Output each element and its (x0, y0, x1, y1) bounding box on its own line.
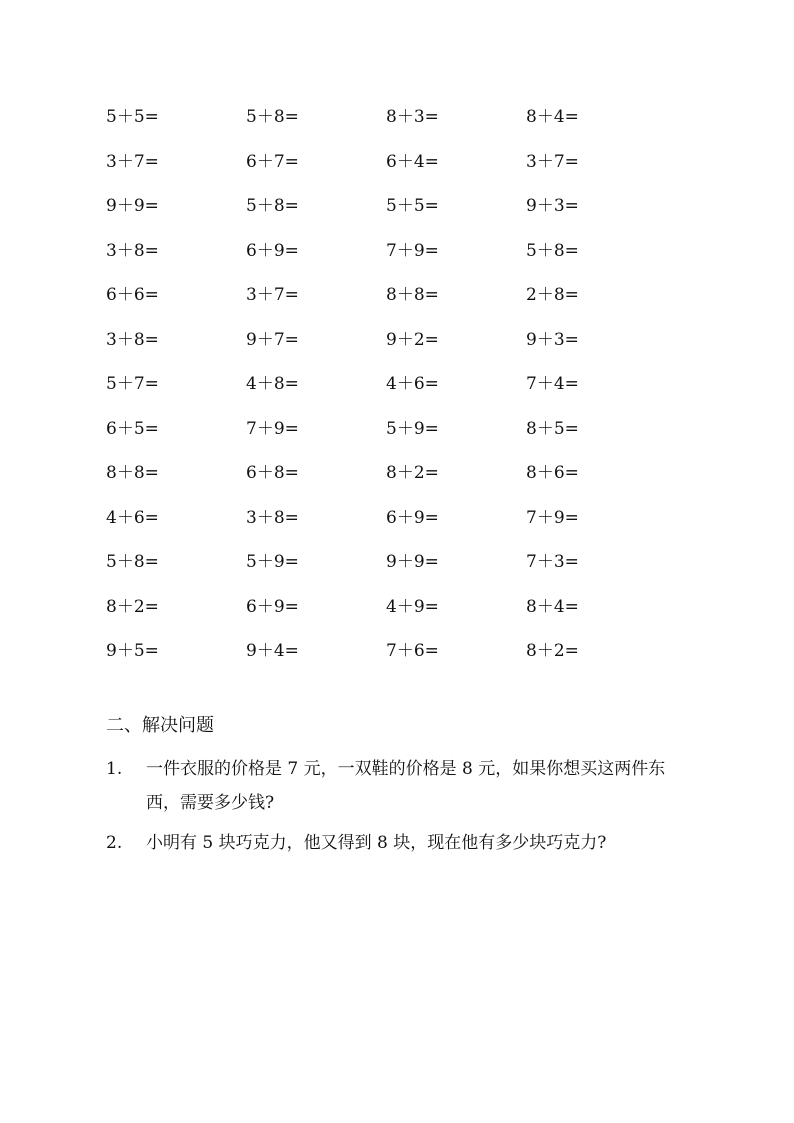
addition-problem: 5＋5= (386, 196, 439, 216)
addition-problem: 6＋4= (386, 151, 439, 172)
addition-problem: 9＋3= (526, 196, 579, 216)
addition-problem: 7＋4= (526, 374, 579, 394)
addition-problem: 8＋8= (106, 463, 159, 483)
grid-row (106, 149, 666, 194)
addition-problem: 6＋9= (386, 507, 439, 528)
addition-problem: 8＋2= (526, 641, 579, 661)
grid-row (106, 238, 666, 283)
word-problem (106, 752, 726, 820)
addition-problem: 6＋9= (246, 240, 299, 261)
grid-row (106, 371, 666, 416)
addition-problem: 9＋5= (106, 641, 159, 661)
addition-problem: 6＋8= (246, 463, 299, 483)
grid-row (106, 416, 666, 461)
addition-problem: 6＋5= (106, 418, 159, 439)
addition-problem: 4＋9= (386, 596, 439, 617)
addition-problem: 5＋8= (526, 240, 579, 261)
addition-problem: 3＋7= (526, 151, 579, 172)
addition-problem: 9＋7= (246, 329, 299, 350)
addition-problem: 6＋6= (106, 285, 159, 305)
grid-row (106, 282, 666, 327)
addition-problem: 3＋8= (106, 329, 159, 350)
addition-problem: 3＋8= (106, 240, 159, 261)
addition-problem: 7＋9= (246, 418, 299, 439)
grid-row (106, 327, 666, 372)
addition-problem: 9＋2= (386, 329, 439, 350)
problem-text: 一件衣服的价格是 7 元，一双鞋的价格是 8 元，如果你想买这两件东西，需要多少钱? (146, 759, 666, 813)
grid-row (106, 594, 666, 639)
addition-problem: 6＋9= (246, 596, 299, 617)
addition-problem: 5＋8= (246, 196, 299, 216)
addition-problem: 2＋8= (526, 285, 579, 305)
addition-problem: 9＋9= (386, 552, 439, 572)
word-problems-section (106, 712, 726, 866)
addition-problem: 6＋7= (246, 151, 299, 172)
addition-problem: 4＋6= (386, 374, 439, 394)
addition-problem: 5＋9= (246, 552, 299, 572)
grid-row (106, 104, 666, 149)
addition-problem: 5＋7= (106, 374, 159, 394)
addition-problem: 3＋7= (106, 151, 159, 172)
addition-problem: 8＋4= (526, 596, 579, 617)
word-problem (106, 826, 726, 860)
addition-problem: 9＋4= (246, 641, 299, 661)
addition-problem: 5＋8= (106, 552, 159, 572)
addition-problem: 7＋6= (386, 641, 439, 661)
addition-problem: 3＋7= (246, 285, 299, 305)
addition-problem: 5＋9= (386, 418, 439, 439)
addition-problem: 8＋5= (526, 418, 579, 439)
grid-row (106, 505, 666, 550)
problem-text: 小明有 5 块巧克力，他又得到 8 块，现在他有多少块巧克力? (146, 833, 607, 853)
addition-problem: 9＋3= (526, 329, 579, 350)
addition-problem: 7＋3= (526, 552, 579, 572)
addition-problem: 8＋2= (106, 596, 159, 617)
addition-problem: 8＋4= (526, 107, 579, 127)
section-title: 二、解决问题 (106, 715, 214, 736)
addition-problem: 3＋8= (246, 507, 299, 528)
grid-row (106, 460, 666, 505)
addition-problem: 8＋8= (386, 285, 439, 305)
addition-problem: 8＋2= (386, 463, 439, 483)
addition-problem: 7＋9= (386, 240, 439, 261)
grid-row (106, 638, 666, 683)
problem-number: 1. (106, 759, 123, 779)
addition-problem: 4＋8= (246, 374, 299, 394)
addition-grid (106, 104, 666, 683)
grid-row (106, 193, 666, 238)
addition-problem: 4＋6= (106, 507, 159, 528)
addition-problem: 8＋6= (526, 463, 579, 483)
problem-number: 2. (106, 833, 123, 853)
addition-problem: 9＋9= (106, 196, 159, 216)
grid-row (106, 549, 666, 594)
addition-problem: 5＋8= (246, 107, 299, 127)
addition-problem: 8＋3= (386, 107, 439, 127)
addition-problem: 7＋9= (526, 507, 579, 528)
addition-problem: 5＋5= (106, 107, 159, 127)
